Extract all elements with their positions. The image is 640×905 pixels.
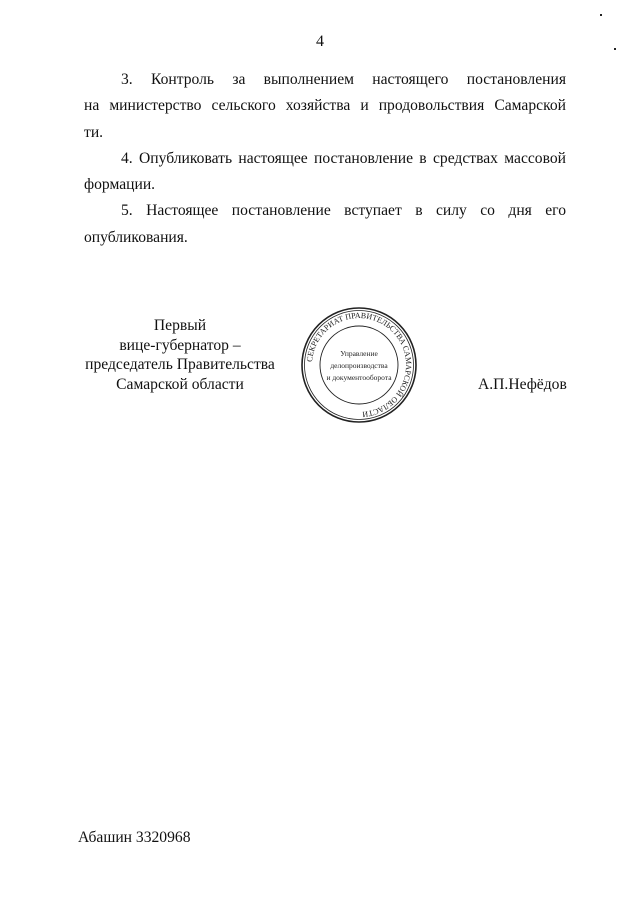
paragraph-4-line-1: 4. Опубликовать настоящее постановление в средствах массовой bbox=[121, 149, 566, 167]
stamp-center-line: и документооборота bbox=[326, 373, 392, 382]
paragraph-3-line-3: ти. bbox=[84, 123, 104, 141]
scan-speck bbox=[600, 14, 602, 16]
title-line: Самарской области bbox=[116, 375, 244, 393]
executor-footer: Абашин 3320968 bbox=[78, 829, 191, 846]
paragraph-4-line-2: формации. bbox=[84, 176, 156, 194]
scan-speck bbox=[614, 48, 616, 50]
document-body bbox=[84, 67, 566, 251]
signatory-title bbox=[78, 316, 282, 394]
title-line: председатель Правительства bbox=[85, 356, 275, 374]
stamp-center-line: Управление bbox=[340, 349, 378, 358]
paragraph-5-line-2: опубликования. bbox=[84, 228, 188, 246]
signatory-name: А.П.Нефёдов bbox=[478, 376, 567, 393]
paragraph-5-line-1: 5. Настоящее постановление вступает в силу со дня его bbox=[121, 202, 566, 220]
official-stamp bbox=[300, 306, 418, 424]
paragraph-3-line-1: 3. Контроль за выполнением настоящего постановления bbox=[121, 71, 566, 88]
stamp-center-line: делопроизводства bbox=[330, 361, 388, 370]
paragraph-3-line-2: на министерство сельского хозяйства и продовольствия Самарской bbox=[84, 97, 566, 115]
stamp-ring-text: СЕКРЕТАРИАТ ПРАВИТЕЛЬСТВА САМАРСКОЙ ОБЛАСТИ bbox=[305, 310, 414, 419]
page-number: 4 bbox=[316, 33, 324, 50]
title-line: вице-губернатор – bbox=[119, 336, 241, 354]
title-line: Первый bbox=[153, 317, 207, 334]
